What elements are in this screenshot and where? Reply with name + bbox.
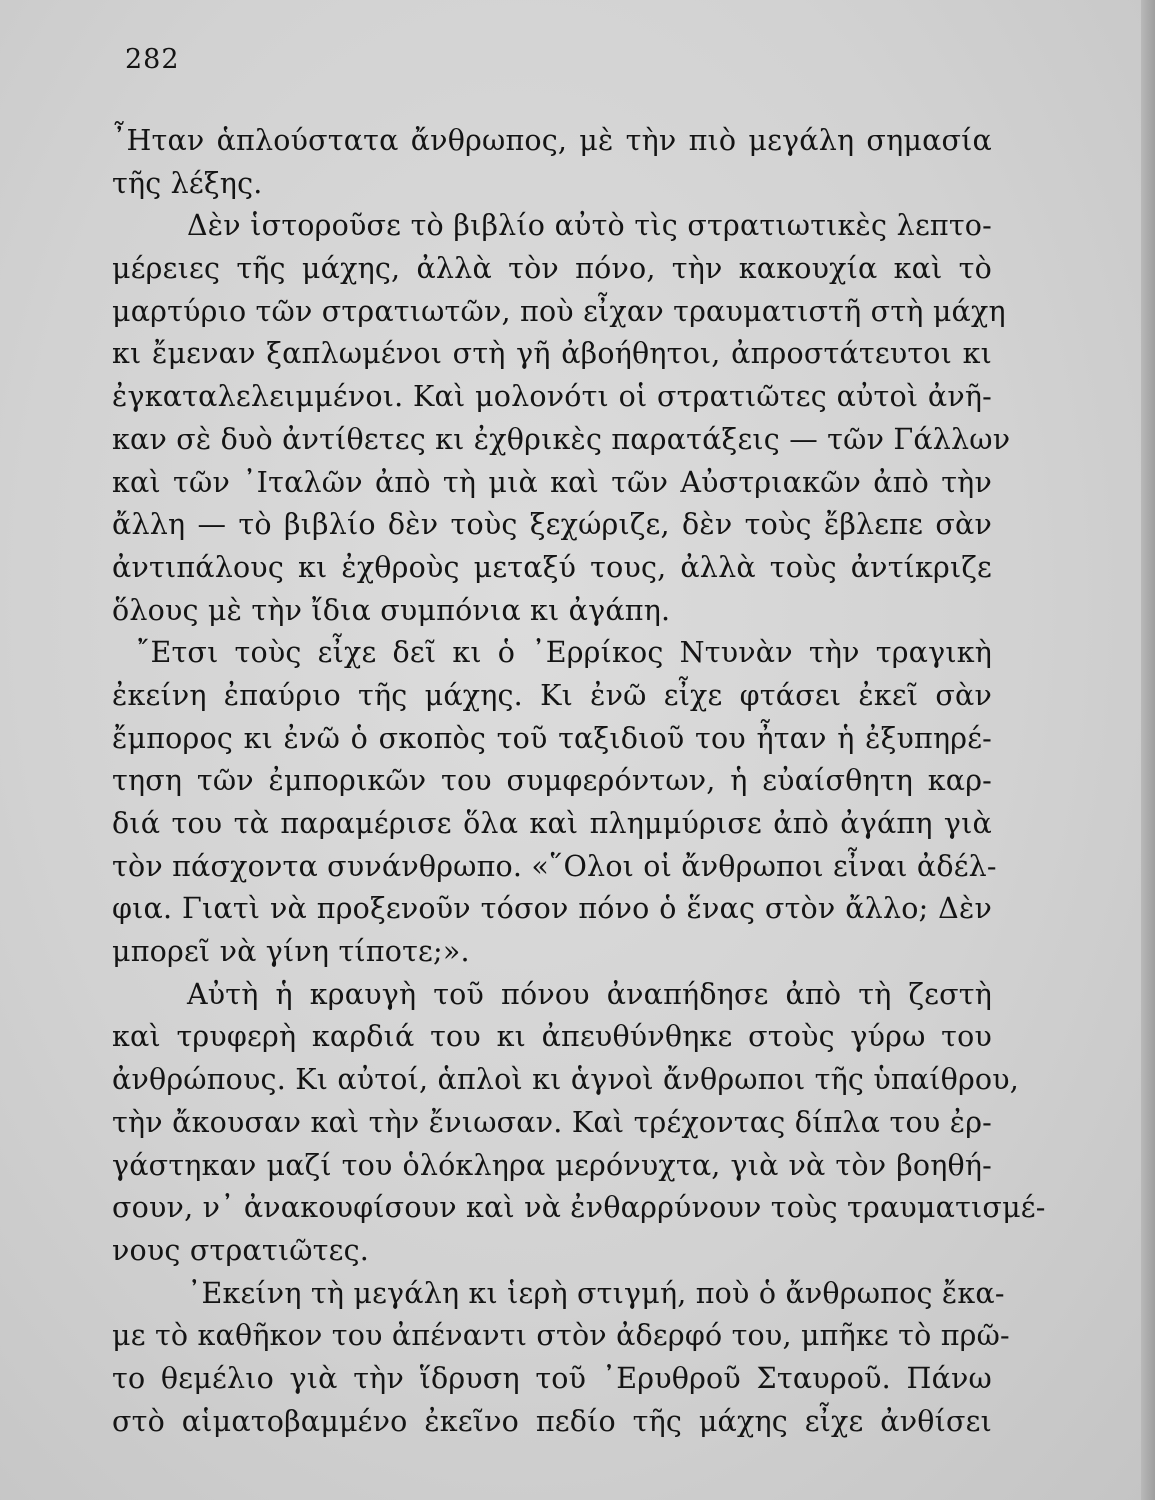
text-line: διά του τὰ παραμέρισε ὅλα καὶ πλημμύρισε ἀπὸ ἀγάπη γιὰ — [112, 807, 992, 840]
body-text — [112, 120, 1046, 1443]
page-edge — [1141, 0, 1155, 1500]
text-line: καὶ τρυφερὴ καρδιά του κι ἀπευθύνθηκε στοὺς γύρω του — [112, 1020, 992, 1054]
text-line: τηση τῶν ἐμπορικῶν του συμφερόντων, ἡ εὐαίσθητη καρ- — [112, 764, 992, 798]
text-line: στὸ αἱματοβαμμένο ἐκεῖνο πεδίο τῆς μάχης εἶχε ἀνθίσει — [112, 1404, 992, 1438]
text-line: κι ἔμεναν ξαπλωμένοι στὴ γῆ ἀβοήθητοι, ἀπροστάτευτοι κι — [112, 337, 992, 371]
text-line: τὴν ἄκουσαν καὶ τὴν ἔνιωσαν. Καὶ τρέχοντας δίπλα του ἐρ- — [112, 1105, 992, 1139]
page-number: 282 — [125, 44, 180, 75]
text-line: ᾿Εκείνη τὴ μεγάλη κι ἱερὴ στιγμή, ποὺ ὁ ἄνθρωπος ἔκα- — [187, 1276, 1005, 1310]
text-line: καὶ τῶν ᾿Ιταλῶν ἀπὸ τὴ μιὰ καὶ τῶν Αὐστριακῶν ἀπὸ τὴν — [112, 465, 992, 499]
text-line: καν σὲ δυὸ ἀντίθετες κι ἐχθρικὲς παρατάξεις — τῶν Γάλλων — [112, 422, 1011, 456]
text-line: Αὐτὴ ἡ κραυγὴ τοῦ πόνου ἀναπήδησε ἀπὸ τὴ ζεστὴ — [187, 977, 992, 1011]
text-line: φια. Γιατὶ νὰ προξενοῦν τόσον πόνο ὁ ἕνας στὸν ἄλλο; Δὲν — [112, 892, 992, 926]
text-line: ῎Ετσι τοὺς εἶχε δεῖ κι ὁ ᾿Ερρίκος Ντυνὰν τὴν τραγικὴ — [136, 636, 992, 670]
text-line: τῆς λέξης. — [112, 166, 263, 200]
text-line: νους στρατιῶτες. — [112, 1233, 369, 1267]
text-line: ῏Ηταν ἁπλούστατα ἄνθρωπος, μὲ τὴν πιὸ μεγάλη σημασία — [112, 124, 992, 157]
text-line: μπορεῖ νὰ γίνη τίποτε;». — [112, 935, 470, 969]
text-line: με τὸ καθῆκον του ἀπέναντι στὸν ἀδερφό του, μπῆκε τὸ πρῶ- — [112, 1319, 1010, 1353]
text-line: ἄλλη — τὸ βιβλίο δὲν τοὺς ξεχώριζε, δὲν τοὺς ἔβλεπε σὰν — [112, 508, 992, 542]
text-line: ἐκείνη ἐπαύριο τῆς μάχης. Κι ἐνῶ εἶχε φτάσει ἐκεῖ σὰν — [112, 678, 992, 712]
text-line: ὅλους μὲ τὴν ἴδια συμπόνια κι ἀγάπη. — [112, 593, 671, 627]
text-line: Δὲν ἱστοροῦσε τὸ βιβλίο αὐτὸ τὶς στρατιωτικὲς λεπτο- — [187, 209, 992, 243]
text-line: τὸν πάσχοντα συνάνθρωπο. «῞Ολοι οἱ ἄνθρωποι εἶναι ἀδέλ- — [112, 849, 997, 883]
text-line: μέρειες τῆς μάχης, ἀλλὰ τὸν πόνο, τὴν κακουχία καὶ τὸ — [112, 252, 992, 286]
text-line: ἀνθρώπους. Κι αὐτοί, ἁπλοὶ κι ἁγνοὶ ἄνθρωποι τῆς ὑπαίθρου, — [112, 1063, 1020, 1097]
text-line: ἀντιπάλους κι ἐχθροὺς μεταξύ τους, ἀλλὰ τοὺς ἀντίκριζε — [112, 550, 992, 584]
text-line: σουν, ν᾿ ἀνακουφίσουν καὶ νὰ ἐνθαρρύνουν τοὺς τραυματισμέ- — [112, 1191, 1046, 1225]
text-line: μαρτύριο τῶν στρατιωτῶν, ποὺ εἶχαν τραυματιστῆ στὴ μάχη — [112, 294, 1006, 328]
text-line: ἐγκαταλελειμμένοι. Καὶ μολονότι οἱ στρατιῶτες αὐτοὶ ἀνῆ- — [112, 380, 992, 414]
text-line: ἔμπορος κι ἐνῶ ὁ σκοπὸς τοῦ ταξιδιοῦ του ἦταν ἡ ἐξυπηρέ- — [112, 721, 992, 755]
text-line: το θεμέλιο γιὰ τὴν ἵδρυση τοῦ ᾿Ερυθροῦ Σταυροῦ. Πάνω — [112, 1361, 992, 1395]
text-line: γάστηκαν μαζί του ὁλόκληρα μερόνυχτα, γιὰ νὰ τὸν βοηθή- — [112, 1148, 992, 1182]
